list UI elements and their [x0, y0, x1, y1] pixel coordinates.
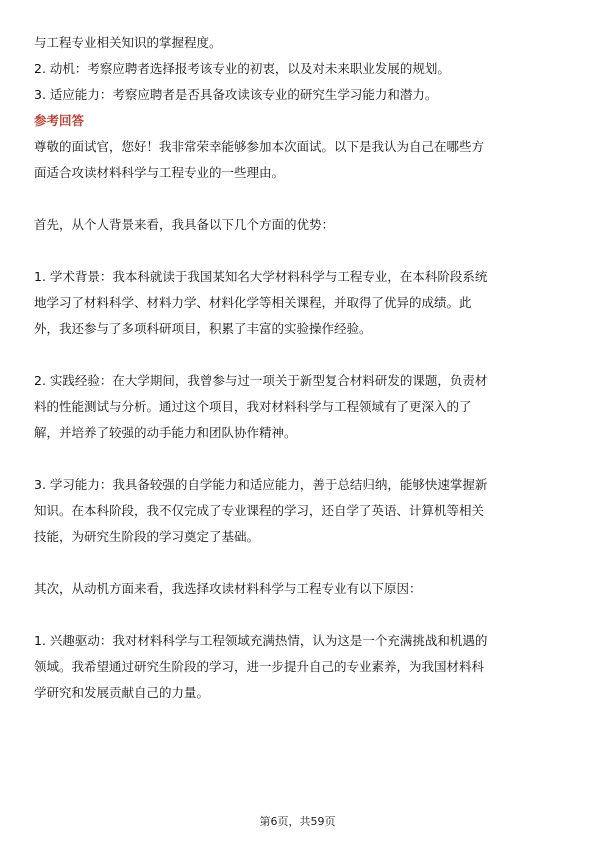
paragraph-line: 面适合攻读材料科学与工程专业的一些理由。: [34, 165, 285, 180]
intro-line: 2. 动机：考察应聘者选择报考该专业的初衷，以及对未来职业发展的规划。: [34, 61, 450, 76]
paragraph-spacer: [34, 186, 564, 212]
paragraph: [34, 134, 564, 186]
paragraph-line: 2. 实践经验：在大学期间，我曾参与过一项关于新型复合材料研发的课题，负责材: [34, 373, 488, 388]
paragraph-spacer: [34, 446, 564, 472]
paragraph-spacer: [34, 602, 564, 628]
paragraph-line: 知识。在本科阶段，我不仅完成了专业课程的学习，还自学了英语、计算机等相关: [34, 503, 485, 518]
paragraph-line: 3. 学习能力：我具备较强的自学能力和适应能力，善于总结归纳，能够快速掌握新: [34, 477, 488, 492]
answer-heading: 参考回答: [34, 113, 85, 128]
paragraph-spacer: [34, 238, 564, 264]
paragraph-line: 学研究和发展贡献自己的力量。: [34, 685, 210, 700]
intro-line: 与工程专业相关知识的掌握程度。: [34, 35, 222, 50]
paragraph-line: 1. 兴趣驱动：我对材料科学与工程领域充满热情，认为这是一个充满挑战和机遇的: [34, 633, 488, 648]
paragraph: [34, 628, 564, 706]
paragraph-line: 技能，为研究生阶段的学习奠定了基础。: [34, 529, 260, 544]
paragraph: [34, 212, 564, 238]
paragraph-spacer: [34, 342, 564, 368]
paragraph-line: 领域。我希望通过研究生阶段的学习，进一步提升自己的专业素养，为我国材料科: [34, 659, 485, 674]
paragraph: [34, 472, 564, 550]
intro-line: 3. 适应能力：考察应聘者是否具备攻读该专业的研究生学习能力和潜力。: [34, 87, 438, 102]
paragraph-line: 料的性能测试与分析。通过这个项目，我对材料科学与工程领域有了更深入的了: [34, 399, 472, 414]
paragraph: [34, 576, 564, 602]
document-body: [34, 30, 564, 706]
paragraph-line: 尊敬的面试官，您好！我非常荣幸能够参加本次面试。以下是我认为自己在哪些方: [34, 139, 485, 154]
paragraph-line: 解，并培养了较强的动手能力和团队协作精神。: [34, 425, 297, 440]
intro-block: [34, 30, 564, 108]
paragraph-line: 1. 学术背景：我本科就读于我国某知名大学材料科学与工程专业，在本科阶段系统: [34, 269, 488, 284]
paragraph-spacer: [34, 550, 564, 576]
paragraph-line: 地学习了材料科学、材料力学、材料化学等相关课程，并取得了优异的成绩。此: [34, 295, 472, 310]
page-number: 第6页，共59页: [259, 815, 336, 828]
paragraph-line: 其次，从动机方面来看，我选择攻读材料科学与工程专业有以下原因：: [34, 581, 422, 596]
paragraph: [34, 368, 564, 446]
paragraph-line: 外，我还参与了多项科研项目，积累了丰富的实验操作经验。: [34, 321, 372, 336]
paragraph: [34, 264, 564, 342]
paragraph-line: 首先，从个人背景来看，我具备以下几个方面的优势：: [34, 217, 335, 232]
